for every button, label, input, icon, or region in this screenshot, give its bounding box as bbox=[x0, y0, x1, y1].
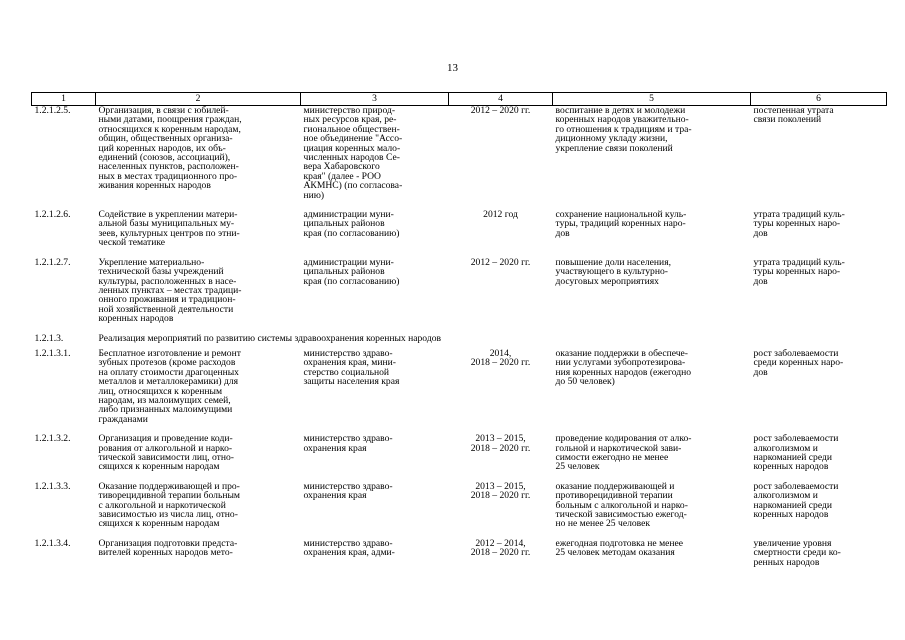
header-col-1: 1 bbox=[32, 93, 96, 106]
row-period: 2012 – 2014, 2018 – 2020 гг. bbox=[470, 537, 531, 559]
row-result: повышение доли населения, участвующего в культурно- досуговых мероприятиях bbox=[555, 256, 671, 287]
table-row bbox=[32, 482, 887, 539]
row-result: ежегодная подготовка не менее 25 человек методам оказания bbox=[555, 537, 684, 559]
row-risk: постепенная утрата связи поколений bbox=[753, 105, 834, 126]
row-event: Бесплатное изготовление и ремонт зубных протезов (кроме расходов на оплату стоимости драгоценных металлов и металлокерамики) для лиц, относящихся к коренным народам, из малоимущих семей, либо признанных малоимущими гражданами bbox=[98, 347, 241, 425]
row-period: 2013 – 2015, 2018 – 2020 гг. bbox=[470, 433, 531, 454]
section-title: Реализация мероприятий по развитию системы здравоохранения коренных народов bbox=[98, 332, 442, 344]
row-event: Оказание поддерживающей и про- тиворецидивной терапии больным с алкогольной и наркотической зависимостью из числа лиц, отно- сящихся к коренным народам bbox=[98, 480, 240, 530]
row-period: 2012 – 2020 гг. bbox=[470, 256, 531, 268]
row-result: проведение кодирования от алко- гольной и наркотической зави- симости ежегодно не менее 25 человек bbox=[555, 433, 692, 473]
row-executor: министерство здраво- охранения края, адми- bbox=[303, 537, 395, 559]
row-event: Организация и проведение коди- рования от алкогольной и нарко- тической зависимости лиц, отно- сящихся к коренным народам bbox=[98, 433, 234, 473]
header-col-6: 6 bbox=[751, 93, 887, 106]
header-col-5: 5 bbox=[553, 93, 751, 106]
row-result: оказание поддержки в обеспече- нии услугами зубопротезирова- ния коренных народов (ежегодно до 50 человек) bbox=[555, 347, 692, 388]
row-executor: министерство природ- ных ресурсов края, ре- гиональное обществен- ное объединение "Ассо- циация коренных мало- численных народов Се- вера Хабаровского края" (далее - РОО АКМНС) (по согласова- нию) bbox=[303, 105, 403, 201]
row-executor: администрации муни- ципальных районов края (по согласованию) bbox=[303, 256, 400, 287]
row-event: Организация, в связи с юбилей- ными датами, поощрения граждан, относящихся к коренным народам, общин, общественных организа- ций коренных народов, их объ- единений (союзов, ассоциаций), населенных пунктов, расположен- ных в местах традиционного про- живания коренных народов bbox=[98, 105, 242, 192]
section-code: 1.2.1.3. bbox=[34, 332, 64, 344]
table-row bbox=[32, 210, 887, 258]
row-event: Организация подготовки предста- вителей коренных народов мето- bbox=[98, 537, 238, 559]
section-row bbox=[32, 334, 887, 349]
row-executor: министерство здраво- охранения края, мини- стерство социальной защиты населения края bbox=[303, 347, 400, 388]
row-result: сохранение национальной куль- туры, традиций коренных наро- дов bbox=[555, 209, 687, 239]
table-row bbox=[32, 434, 887, 482]
row-period: 2013 – 2015, 2018 – 2020 гг. bbox=[470, 480, 531, 502]
row-code: 1.2.1.3.2. bbox=[34, 433, 71, 445]
row-period: 2012 год bbox=[483, 209, 518, 221]
row-executor: министерство здраво- охранения края bbox=[303, 433, 393, 454]
row-period: 2014, 2018 – 2020 гг. bbox=[470, 347, 531, 369]
row-risk: увеличение уровня смертности среди ко- ренных народов bbox=[753, 537, 841, 568]
table-header bbox=[32, 93, 887, 106]
row-code: 1.2.1.3.3. bbox=[34, 480, 71, 492]
header-col-3: 3 bbox=[301, 93, 449, 106]
table-row bbox=[32, 349, 887, 434]
row-code: 1.2.1.2.6. bbox=[34, 209, 71, 221]
row-risk: рост заболеваемости среди коренных наро- дов bbox=[753, 347, 844, 378]
header-col-2: 2 bbox=[96, 93, 301, 106]
row-result: воспитание в детях и молодежи коренных народов уважительно- го отношения к традициям и тра- диционному укладу жизни, укрепление связи поколений bbox=[555, 105, 692, 154]
row-risk: рост заболеваемости алкоголизмом и наркоманией среди коренных народов bbox=[753, 480, 839, 521]
row-code: 1.2.1.3.4. bbox=[34, 537, 71, 549]
row-code: 1.2.1.3.1. bbox=[34, 347, 71, 359]
row-code: 1.2.1.2.7. bbox=[34, 256, 71, 268]
table-row bbox=[32, 106, 887, 211]
row-executor: министерство здраво- охранения края bbox=[303, 480, 393, 502]
row-risk: утрата традиций куль- туры коренных наро- дов bbox=[753, 209, 845, 239]
row-risk: утрата традиций куль- туры коренных наро- дов bbox=[753, 256, 845, 287]
row-event: Содействие в укреплении матери- альной базы муниципальных му- зеев, культурных центров по этни- ческой тематике bbox=[98, 209, 240, 249]
row-executor: администрации муни- ципальных районов края (по согласованию) bbox=[303, 209, 400, 239]
document-table bbox=[31, 92, 887, 577]
row-period: 2012 – 2020 гг. bbox=[470, 105, 531, 116]
table-row bbox=[32, 539, 887, 577]
row-event: Укрепление материально- технической базы учреждений культуры, расположенных в насе- ленных пунктах – местах традици- онного проживания и традицион- ной хозяйственной деятельности коренных народов bbox=[98, 256, 242, 325]
row-risk: рост заболеваемости алкоголизмом и наркоманией среди коренных народов bbox=[753, 433, 839, 473]
table-row bbox=[32, 258, 887, 334]
page-number: 13 bbox=[447, 62, 458, 74]
row-result: оказание поддерживающей и противорецидивной терапии больным с алкогольной и нарко- тической зависимостью ежегод- но не менее 25 человек bbox=[555, 480, 688, 530]
header-col-4: 4 bbox=[449, 93, 553, 106]
row-code: 1.2.1.2.5. bbox=[34, 105, 71, 116]
